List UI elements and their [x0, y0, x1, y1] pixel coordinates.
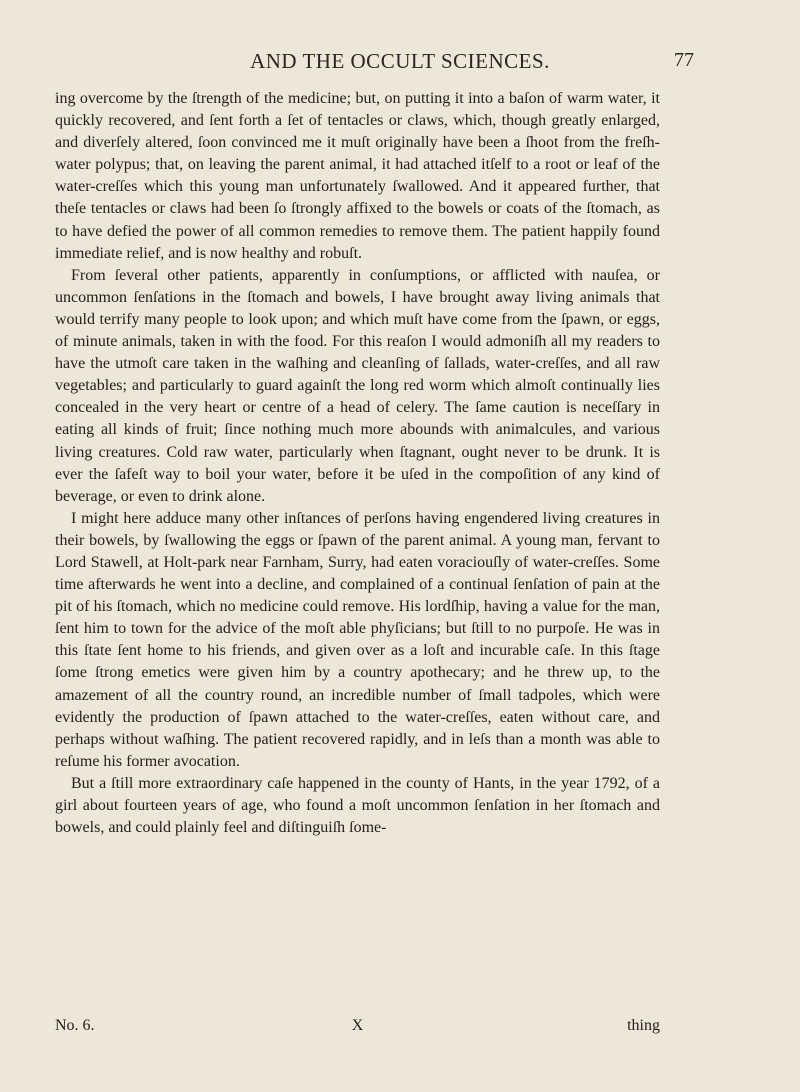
running-head [0, 49, 800, 75]
issue-number: No. 6. [55, 1017, 95, 1034]
signature-mark: X [351, 1017, 364, 1034]
paragraph-3: I might here adduce many other inſtances of perſons having engendered living creatures in their bowels, by ſwallowing the eggs or ſpawn of the parent animal. A young man, fervant to Lord Stawell, at Holt-park near Farnham, Surry, had eaten voraciouſly of water-creſſes. Some time afterwards he went into a decline, and complained of a continual ſenſation of pain at the pit of his ſtomach, which no medicine could remove. His lordſhip, having a value for the man, ſent him to town for the advice of the moſt able phyſicians; but ſtill to no purpoſe. He was in this ſtate ſent home to his friends, and given over as a loſt and incurable caſe. In this ſtage ſome ſtrong emetics were given him by a country apothecary; and he threw up, to the amazement of all the country round, an incredible number of ſmall tadpoles, which were evidently the production of ſpawn attached to the water-creſſes, eaten without care, and perhaps without waſhing. The patient recovered rapidly, and in leſs than a month was able to reſume his former avocation. [55, 509, 660, 770]
body-text [55, 88, 660, 839]
paragraph-4: But a ſtill more extraordinary caſe happened in the county of Hants, in the year 1792, of a girl about fourteen years of age, who found a moſt uncommon ſenſation in her ſtomach and bowels, and could plainly feel and diſtinguiſh ſome- [55, 774, 660, 837]
running-head-title: AND THE OCCULT SCIENCES. [250, 49, 550, 73]
paragraph-2: From ſeveral other patients, apparently in conſumptions, or afflicted with nauſea, or uncommon ſenſations in the ſtomach and bowels, I have brought away living animals that would terrify many people to look upon; and which muſt have come from the ſpawn, or eggs, of minute animals, taken in with the food. For this reaſon I would admoniſh all my readers to have the utmoſt care taken in the waſhing and cleanſing of ſallads, water-creſſes, and all raw vegetables; and particularly to guard againſt the long red worm which almoſt continually lies concealed in the very heart or centre of a head of celery. The ſame caution is neceſſary in eating all kinds of fruit; ſince nothing much more abounds with animalcules, and various living creatures. Cold raw water, particularly when ſtagnant, ought never to be drunk. It is ever the ſafeſt way to boil your water, before it be uſed in the compoſition of any kind of beverage, or even to drink alone. [55, 266, 660, 505]
page-number: 77 [674, 49, 694, 71]
page-footer [55, 1017, 660, 1039]
catchword: thing [627, 1017, 660, 1034]
paragraph-1: ing overcome by the ſtrength of the medicine; but, on putting it into a baſon of warm water, it quickly recovered, and ſent forth a ſet of tentacles or claws, which, though greatly enlarged, and diverſely altered, ſoon convinced me it muſt originally have been a ſhoot from the freſh-water polypus; that, on leaving the parent animal, it had attached itſelf to a root or leaf of the water-creſſes which this young man unfortunately ſwallowed. And it appeared further, that theſe tentacles or claws had been ſo ſtrongly affixed to the bowels or coats of the ſtomach, as to have defied the power of all common remedies to remove them. The patient happily found immediate relief, and is now healthy and robuſt. [55, 90, 660, 262]
